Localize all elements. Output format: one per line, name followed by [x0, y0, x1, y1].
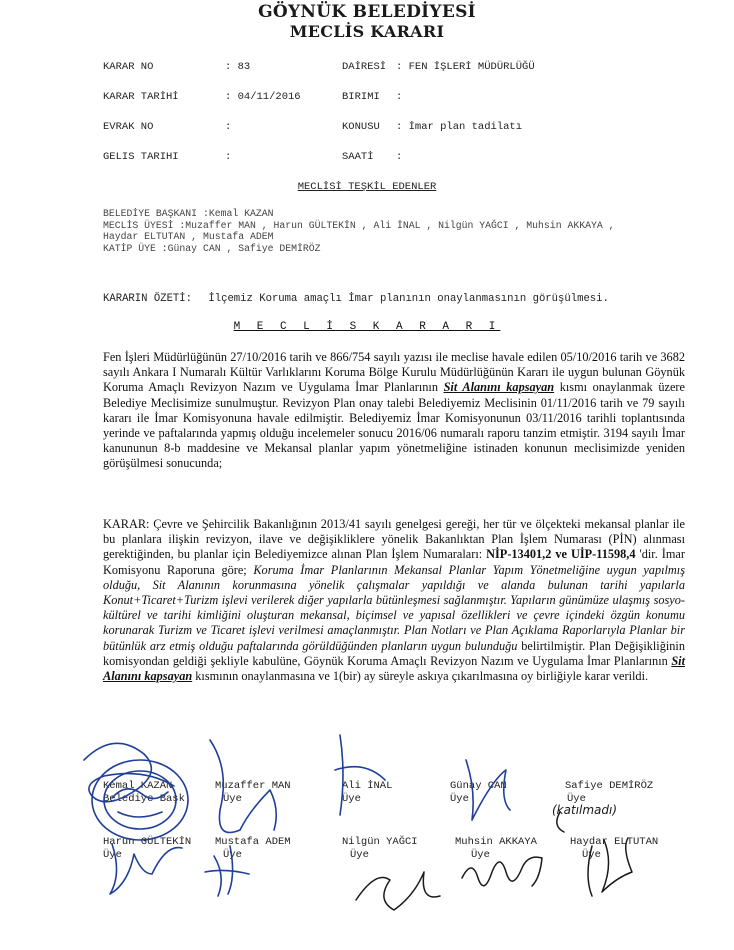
evrak-no-label: EVRAK NO [103, 121, 154, 133]
council-members [103, 208, 703, 254]
karar-no-value: : 83 [225, 61, 251, 73]
saati-value: : [396, 151, 403, 163]
signer-role: Üye [471, 849, 490, 861]
signer-name: Günay CAN [450, 780, 507, 792]
p2-text-3: belirtilmiştir. Plan Değişikliğinin komisyondan geldiği şekliyle kabulüne, Göynük Koruma Amaçlı Revizyon Nazım ve Uygulama İmar Planlarının [103, 638, 685, 668]
p2-emphasis: Sit Alanını kapsayan [103, 653, 685, 684]
signature-block-harun [103, 836, 191, 862]
signer-role: Üye [223, 793, 242, 805]
signature-block-nilgun [342, 836, 418, 862]
p2-commission-report: Koruma İmar Planlarının Mekansal Planlar Yapım Yönetmeliğine uygun yapılmış olduğu, Sit Alanının korunmasına yönelik çalışmalar yapıldığı ve alanda bulunan tarihi yapılarla Konut+Ticaret+Turizm işlevi verilerek diğer yapılarla bütünleşmesi sağlanmıştır. Yapıların günümüze ulaşmış sosyo-kültürel ve tarihi kimliğini oluşturan mekansal, biçimsel ve yapısal özellikleri ve çevre içindeki özgün konumu korunarak Turizm ve Ticaret işlevi verilmesi amaçlanmıştır. Plan Notları ve Plan Açıklama Raporlarıyla Planlar bir bütünlük arz etmiş olduğu paftalarında görüldüğünden planların uygun bulunduğu [103, 562, 686, 653]
signer-name: Harun GÜLTEKİN [103, 836, 192, 848]
p1-text-2: kısmı onaylanmak üzere Belediye Meclisimize sunulmuştur. Revizyon Plan onay talebi Belediyemiz Meclisinin 01/11/2016 tarih ve 79 sayılı kararı ile İmar Komisyonuna havale edilmiştir. Belediyemiz İmar Komisyonunun 03/11/2016 tarihli toplantısında yerinde ve paftalarında yapmış olduğu incelemeler sonucu 2016/06 numaralı raporu tanzim etmiştir. 3194 sayılı İmar kanununun 8-b maddesine ve Mekansal planlar yapım yönetmeliğine istinaden konunun meclisimizde yeniden görüşülmesi sonucunda; [103, 380, 685, 471]
signature-block-ali [342, 780, 392, 806]
council-line-mayor: BELEDİYE BAŞKANI :Kemal KAZAN [103, 208, 274, 219]
paragraph-decision [103, 517, 685, 684]
council-heading-text: MECLİSİ TEŞKİL EDENLER [297, 181, 437, 193]
p1-emphasis: Sit Alanını kapsayan [443, 380, 555, 395]
signer-role: Üye [223, 849, 242, 861]
evrak-no-value: : [225, 121, 232, 133]
konusu-label: KONUSU [342, 121, 380, 133]
signer-role: Üye [450, 793, 469, 805]
p2-text-4: kısmının onaylanmasına ve 1(bir) ay süreyle askıya çıkarılmasına oy birliğiyle karar verildi. [192, 669, 649, 684]
signer-name: Haydar ELTUTAN [570, 836, 659, 848]
signer-name: Muzaffer MAN [215, 780, 291, 792]
council-line-clerks: KATİP ÜYE :Günay CAN , Safiye DEMİRÖZ [103, 242, 321, 254]
decision-title-text: M E C L İ S K A R A R I [233, 321, 501, 333]
signature-block-haydar [570, 836, 658, 862]
dairesi-value: : FEN İŞLERİ MÜDÜRLÜĞÜ [396, 61, 535, 73]
council-line-members-cont: Haydar ELTUTAN , Mustafa ADEM [103, 231, 274, 242]
signer-name: Ali İNAL [342, 780, 393, 792]
p2-pin-numbers: NİP-13401,2 ve UİP-11598,4 [486, 547, 636, 562]
karar-tarihi-label: KARAR TARİHİ [103, 91, 179, 103]
birimi-label: BIRIMI [342, 91, 380, 103]
signature-block-gunay [450, 780, 507, 806]
signer-name: Kemal KAZAN [103, 780, 173, 792]
signer-name: Muhsin AKKAYA [455, 836, 537, 848]
decision-summary [103, 293, 609, 305]
absence-note: (katılmadı) [552, 803, 618, 817]
saati-label: SAATİ [342, 151, 374, 163]
dairesi-label: DAİRESİ [342, 61, 387, 73]
signer-name: Nilgün YAĞCI [342, 836, 418, 848]
signer-role: Üye [582, 849, 601, 861]
gelis-tarihi-label: GELIS TARIHI [103, 151, 179, 163]
signer-name: Safiye DEMİRÖZ [565, 780, 654, 792]
signature-block-muhsin [455, 836, 537, 862]
signer-role: Üye [342, 793, 361, 805]
konusu-value: : İmar plan tadilatı [396, 121, 523, 133]
nilgun-signature-icon [356, 872, 440, 910]
p2-text-2: 'dir. İmar Komisyonu Raporuna göre; [103, 547, 685, 577]
birimi-value: : [396, 91, 403, 103]
signature-block-mustafa [215, 836, 291, 862]
council-heading [0, 181, 734, 193]
p1-text-1: Fen İşleri Müdürlüğünün 27/10/2016 tarih ve 866/754 sayılı yazısı ile meclise havale edilen 05/10/2016 tarih ve 3682 sayılı Ankara I Numaralı Kültür Varlıklarını Koruma Bölge Kurulu Müdürlüğünün Kararı ile uygun bulunan Göynük Koruma Amaçlı Revizyon Nazım ve Uygulama İmar Planlarının [103, 350, 685, 395]
karar-tarihi-value: : 04/11/2016 [225, 91, 301, 103]
p2-text-1: KARAR: Çevre ve Şehircilik Bakanlığının 2013/41 sayılı genelgesi gereği, her tür ve ölçekteki mekansal planlar ile bu planlara ilişkin revizyon, ilave ve değişikliklere yönelik Bakanlıktan Plan İşlem Numarası (PİN) alınması gerektiğinden, bu planlar için Belediyemizce alınan Plan İşlem Numaraları: [103, 517, 685, 562]
paragraph-preamble [103, 350, 685, 472]
signature-block-muzaffer [215, 780, 291, 806]
summary-label: KARARIN ÖZETİ: [103, 293, 193, 305]
summary-text: İlçemiz Koruma amaçlı İmar planının onaylanmasının görüşülmesi. [208, 293, 609, 305]
signer-role: Üye [350, 849, 369, 861]
signature-block-mayor [103, 780, 191, 806]
signer-role: Belediye Başk. [103, 793, 192, 805]
signer-name: Mustafa ADEM [215, 836, 291, 848]
gelis-tarihi-value: : [225, 151, 232, 163]
document-title: GÖYNÜK BELEDİYESİ [258, 2, 476, 22]
decision-title [0, 321, 734, 333]
council-line-members: MECLİS ÜYESİ :Muzaffer MAN , Harun GÜLTEKİN , Ali İNAL , Nilgün YAĞCI , Muhsin AKKAYA , [103, 219, 615, 231]
karar-no-label: KARAR NO [103, 61, 154, 73]
signer-role: Üye [567, 793, 586, 805]
document-subtitle: MECLİS KARARI [289, 22, 445, 41]
signer-role: Üye [103, 849, 122, 861]
